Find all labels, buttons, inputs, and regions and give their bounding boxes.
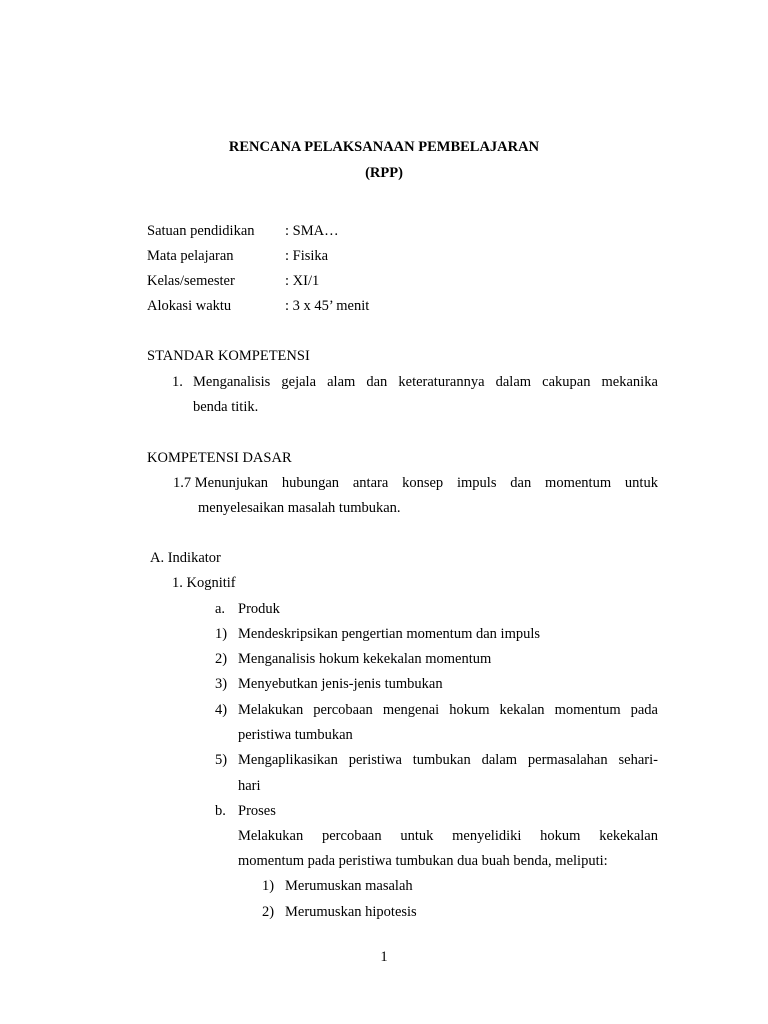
- word: mengenai: [382, 702, 440, 718]
- indikator-heading: A. Indikator: [150, 550, 221, 566]
- word: untuk: [400, 828, 434, 844]
- dasar-item-line2: menyelesaikan masalah tumbukan.: [198, 500, 401, 516]
- produk-marker: a.: [215, 601, 226, 617]
- identity-label-school: Satuan pendidikan: [147, 223, 255, 239]
- produk-item-text: Menganalisis hokum kekekalan momentum: [238, 651, 492, 667]
- word: Melakukan: [238, 828, 304, 844]
- dasar-heading: KOMPETENSI DASAR: [147, 450, 292, 466]
- produk-item-text: [238, 751, 658, 769]
- identity-value-subject: : Fisika: [285, 248, 329, 264]
- word: hubungan: [281, 475, 340, 491]
- word: percobaan: [322, 828, 382, 844]
- proses-subitem-text: Merumuskan masalah: [285, 878, 413, 894]
- dasar-item-line1: [173, 474, 658, 492]
- word: sehari-: [618, 752, 658, 768]
- produk-item-text: Menyebutkan jenis-jenis tumbukan: [238, 676, 443, 692]
- document-title: RENCANA PELAKSANAAN PEMBELAJARAN: [228, 139, 540, 155]
- proses-marker: b.: [215, 803, 226, 819]
- word: dalam: [495, 374, 532, 390]
- word: gejala: [281, 374, 317, 390]
- identity-value-time: : 3 x 45’ menit: [285, 298, 370, 314]
- word: menyelidiki: [452, 828, 522, 844]
- produk-item-number: 4): [215, 702, 228, 718]
- standar-item-number: 1.: [172, 374, 183, 390]
- word: momentum: [554, 702, 621, 718]
- word: kekalan: [499, 702, 545, 718]
- word: dalam: [481, 752, 518, 768]
- word: impuls: [457, 475, 497, 491]
- word: antara: [352, 475, 389, 491]
- produk-item-text-continued: hari: [238, 778, 261, 794]
- proses-label: Proses: [238, 803, 276, 819]
- produk-item-text-continued: peristiwa tumbukan: [238, 727, 353, 743]
- identity-label-time: Alokasi waktu: [147, 298, 232, 314]
- word: keteraturannya: [398, 374, 485, 390]
- produk-item-number: 5): [215, 752, 228, 768]
- proses-subitem-number: 1): [262, 878, 275, 894]
- identity-label-subject: Mata pelajaran: [147, 248, 234, 264]
- page-number: 1: [380, 949, 388, 965]
- produk-item-text: Mendeskripsikan pengertian momentum dan impuls: [238, 626, 541, 642]
- standar-item-line1: [193, 373, 658, 391]
- word: hokum: [540, 828, 581, 844]
- word: untuk: [624, 475, 658, 491]
- word: mekanika: [601, 374, 658, 390]
- word: 1.7 Menunjukan: [173, 475, 269, 491]
- word: tumbukan: [412, 752, 471, 768]
- identity-value-school: : SMA…: [285, 223, 339, 239]
- word: Mengaplikasikan: [238, 752, 338, 768]
- standar-item-line2: benda titik.: [193, 399, 259, 415]
- produk-item-number: 2): [215, 651, 228, 667]
- proses-paragraph-line2: momentum pada peristiwa tumbukan dua buah benda, meliputi:: [238, 853, 608, 869]
- document-subtitle: (RPP): [365, 165, 403, 181]
- produk-item-number: 3): [215, 676, 228, 692]
- produk-item-text: [238, 701, 658, 719]
- kognitif-heading: 1. Kognitif: [172, 575, 236, 591]
- standar-heading: STANDAR KOMPETENSI: [147, 348, 310, 364]
- produk-label: Produk: [238, 601, 280, 617]
- word: pada: [630, 702, 658, 718]
- word: Melakukan: [238, 702, 304, 718]
- word: cakupan: [542, 374, 591, 390]
- word: konsep: [402, 475, 444, 491]
- identity-value-class: : XI/1: [285, 273, 320, 289]
- word: Menganalisis: [193, 374, 271, 390]
- word: alam: [327, 374, 356, 390]
- proses-paragraph-line1: [238, 827, 658, 845]
- word: kekekalan: [599, 828, 658, 844]
- word: dan: [510, 475, 532, 491]
- identity-label-class: Kelas/semester: [147, 273, 235, 289]
- word: dan: [366, 374, 388, 390]
- word: momentum: [545, 475, 612, 491]
- word: percobaan: [313, 702, 373, 718]
- proses-subitem-text: Merumuskan hipotesis: [285, 904, 417, 920]
- word: peristiwa: [348, 752, 402, 768]
- word: hokum: [449, 702, 490, 718]
- word: permasalahan: [527, 752, 608, 768]
- produk-item-number: 1): [215, 626, 228, 642]
- proses-subitem-number: 2): [262, 904, 275, 920]
